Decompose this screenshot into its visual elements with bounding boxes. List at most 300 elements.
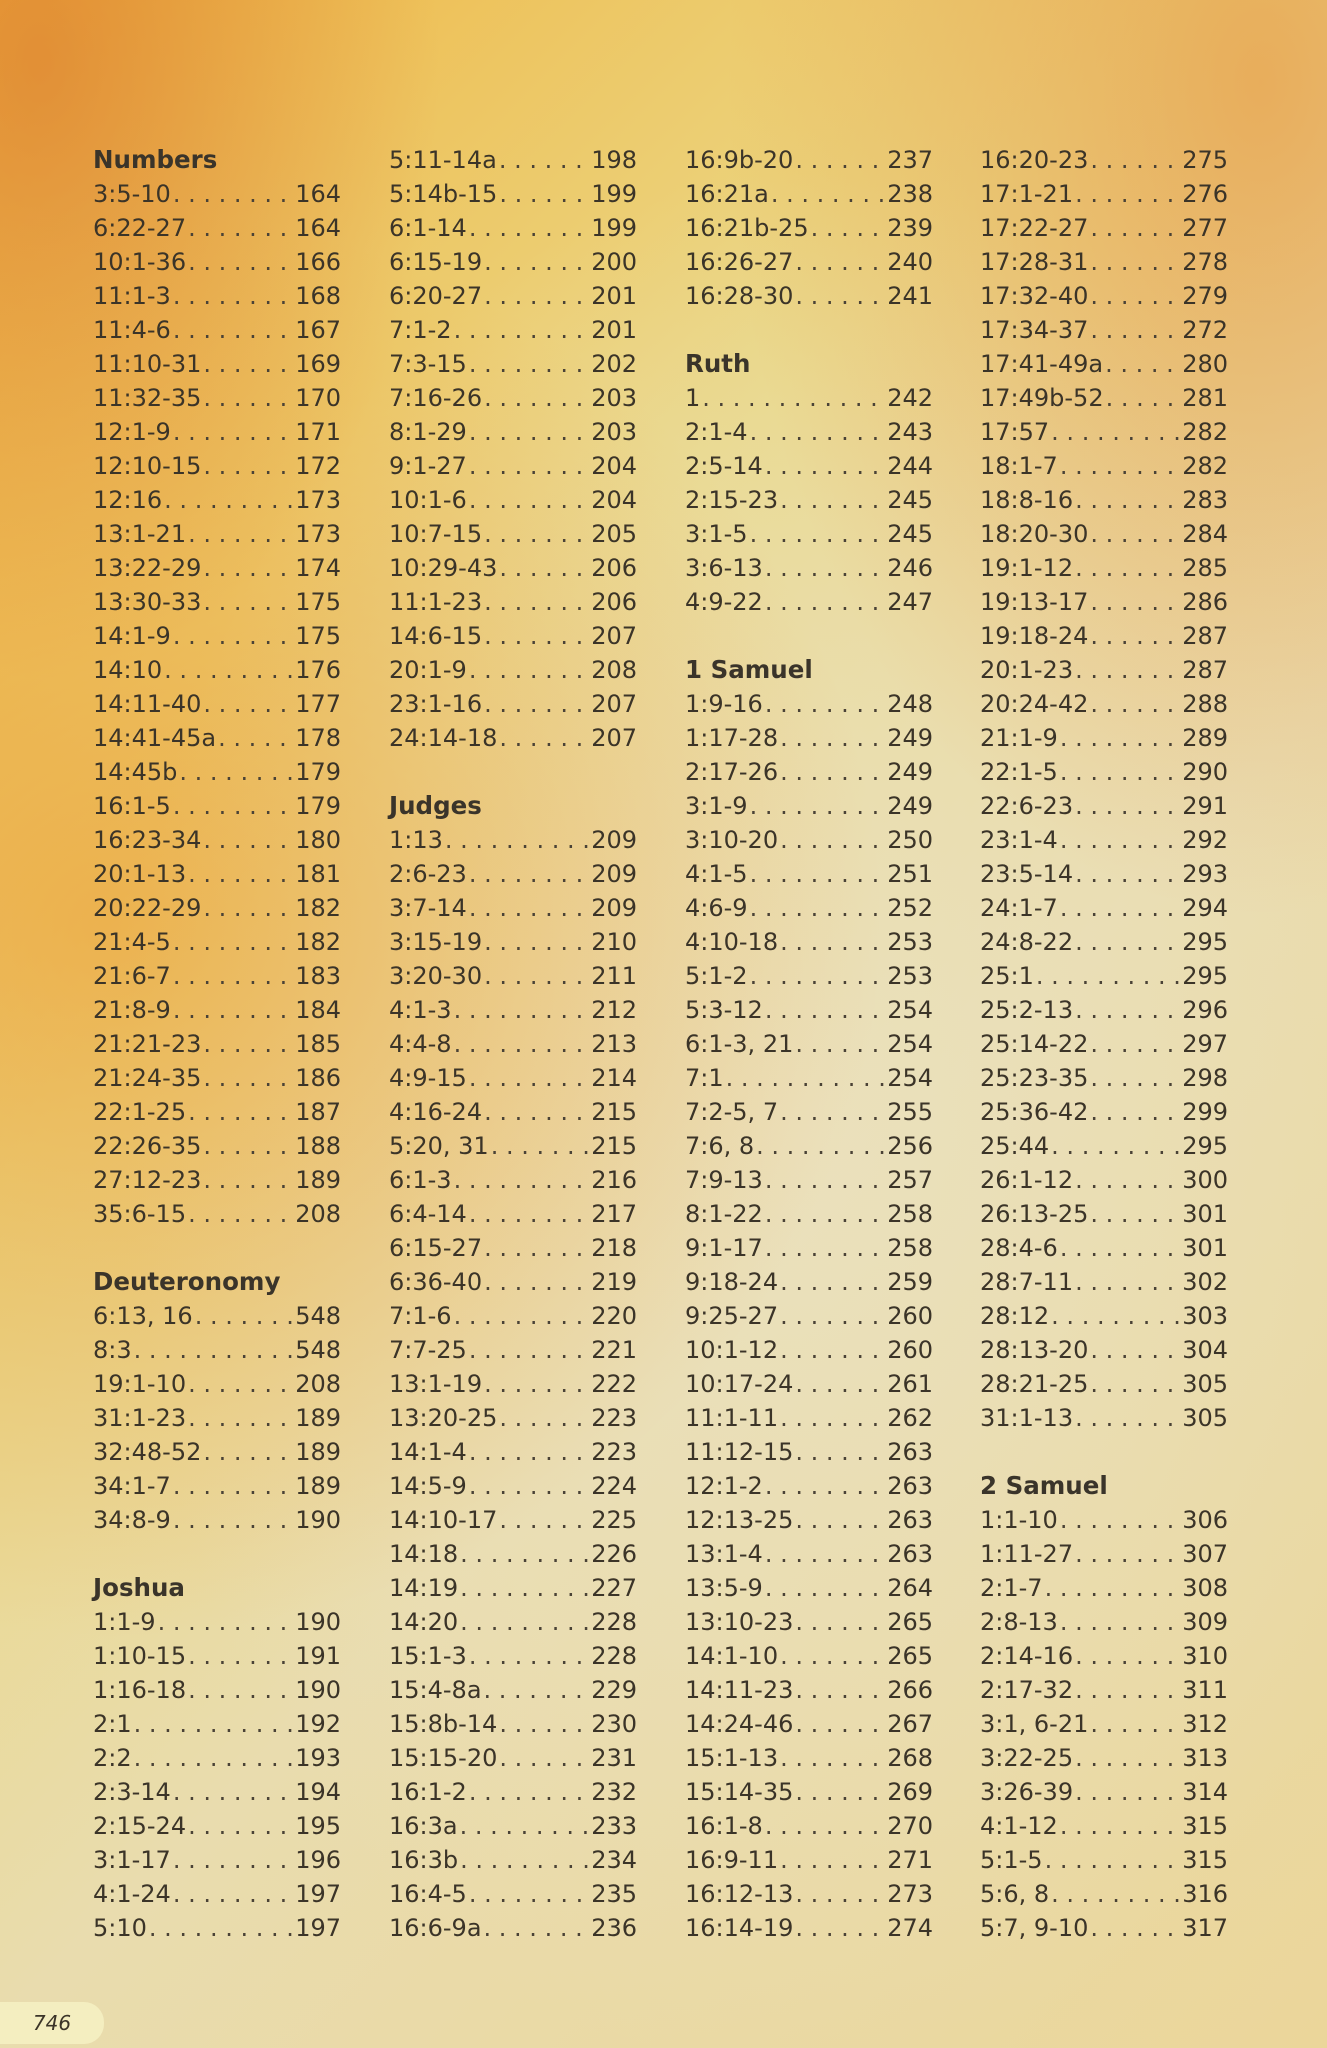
page-number: 261 [887, 1370, 933, 1398]
scripture-reference: 4:1-24 [93, 1880, 171, 1908]
page-number: 548 [295, 1336, 341, 1364]
scripture-reference: 14:18 [389, 1540, 459, 1568]
dot-leader [203, 1061, 293, 1095]
book-heading: 2 Samuel [980, 1471, 1108, 1500]
scripture-reference: 16:28-30 [685, 282, 794, 310]
index-entry [93, 1503, 341, 1537]
index-entry [980, 789, 1228, 823]
scripture-reference: 19:1-12 [980, 554, 1074, 582]
page-number: 288 [1182, 690, 1228, 718]
dot-leader [765, 993, 885, 1027]
index-entry [685, 279, 933, 313]
scripture-reference: 3:1-9 [685, 792, 748, 820]
index-entry [93, 959, 341, 993]
index-entry [389, 551, 637, 585]
index-entry [685, 415, 933, 449]
index-entry [685, 1027, 933, 1061]
page-number: 303 [1182, 1302, 1228, 1330]
scripture-reference: 28:21-25 [980, 1370, 1089, 1398]
dot-leader [765, 1469, 885, 1503]
page-number: 280 [1182, 350, 1228, 378]
scripture-reference: 24:14-18 [389, 724, 498, 752]
scripture-reference: 6:15-19 [389, 248, 483, 276]
scripture-reference: 14:45b [93, 758, 178, 786]
index-entry [93, 1775, 341, 1809]
dot-leader [1090, 687, 1180, 721]
scripture-reference: 2:15-24 [93, 1812, 187, 1840]
scripture-reference: 1 [685, 384, 701, 412]
page-number: 285 [1182, 554, 1228, 582]
dot-leader [1090, 245, 1180, 279]
scripture-reference: 14:1-9 [93, 622, 171, 650]
page-number: 206 [591, 554, 637, 582]
scripture-reference: 13:20-25 [389, 1404, 498, 1432]
scripture-reference: 5:1-2 [685, 962, 748, 990]
scripture-reference: 12:10-15 [93, 452, 202, 480]
index-entry [389, 449, 637, 483]
scripture-reference: 28:7-11 [980, 1268, 1074, 1296]
index-entry [389, 823, 637, 857]
index-entry [980, 823, 1228, 857]
scripture-reference: 20:1-9 [389, 656, 467, 684]
book-heading: Judges [389, 791, 482, 820]
dot-leader [780, 1299, 885, 1333]
page-number: 235 [591, 1880, 637, 1908]
index-entry [389, 1843, 637, 1877]
index-entry [93, 313, 341, 347]
dot-leader [499, 143, 589, 177]
scripture-reference: 12:16 [93, 486, 163, 514]
scripture-reference: 16:26-27 [685, 248, 794, 276]
index-entry [93, 1673, 341, 1707]
dot-leader [469, 1333, 589, 1367]
scripture-reference: 17:41-49a [980, 350, 1104, 378]
scripture-reference: 22:6-23 [980, 792, 1074, 820]
scripture-reference: 21:8-9 [93, 996, 171, 1024]
scripture-reference: 9:1-17 [685, 1234, 763, 1262]
page-number: 223 [591, 1404, 637, 1432]
page-number: 201 [591, 316, 637, 344]
dot-leader [173, 925, 293, 959]
page-number: 265 [887, 1608, 933, 1636]
scripture-reference: 11:4-6 [93, 316, 171, 344]
index-entry [980, 1231, 1228, 1265]
index-entry [389, 687, 637, 721]
page-number: 173 [295, 520, 341, 548]
page-number: 207 [591, 724, 637, 752]
dot-leader [1090, 211, 1180, 245]
dot-leader [1075, 177, 1180, 211]
page-number: 315 [1182, 1846, 1228, 1874]
scripture-reference: 2:1-7 [980, 1574, 1043, 1602]
page-number: 260 [887, 1336, 933, 1364]
scripture-reference: 18:8-16 [980, 486, 1074, 514]
dot-leader [765, 1537, 885, 1571]
dot-leader [484, 1911, 590, 1945]
index-entry [93, 1197, 341, 1231]
dot-leader [1090, 313, 1180, 347]
scripture-reference: 14:1-4 [389, 1438, 467, 1466]
index-entry [980, 1571, 1228, 1605]
dot-leader [203, 687, 293, 721]
dot-leader [1075, 993, 1180, 1027]
index-entry [93, 653, 341, 687]
page-number: 295 [1182, 1132, 1228, 1160]
index-entry [93, 1333, 341, 1367]
dot-leader [1090, 143, 1180, 177]
index-entry [93, 1911, 341, 1945]
dot-leader [484, 517, 589, 551]
index-entry [980, 925, 1228, 959]
book-heading: Deuteronomy [93, 1267, 281, 1296]
index-entry [980, 891, 1228, 925]
dot-leader [1090, 619, 1180, 653]
scripture-reference: 13:1-4 [685, 1540, 763, 1568]
scripture-reference: 4:9-15 [389, 1064, 467, 1092]
scripture-reference: 7:9-13 [685, 1166, 763, 1194]
page-number: 260 [887, 1302, 933, 1330]
page-number: 194 [295, 1778, 341, 1806]
index-entry [389, 245, 637, 279]
dot-leader [1060, 1605, 1180, 1639]
dot-leader [1106, 381, 1181, 415]
index-entry [980, 585, 1228, 619]
scripture-reference: 11:32-35 [93, 384, 202, 412]
scripture-reference: 20:1-23 [980, 656, 1074, 684]
page-number: 215 [591, 1132, 637, 1160]
page-number: 197 [295, 1914, 341, 1942]
index-entry [389, 211, 637, 245]
dot-leader [164, 653, 293, 687]
dot-leader [188, 1639, 293, 1673]
page-number: 232 [591, 1778, 637, 1806]
scripture-reference: 21:4-5 [93, 928, 171, 956]
index-entry [93, 1741, 341, 1775]
dot-leader [499, 1741, 589, 1775]
scripture-reference: 14:19 [389, 1574, 459, 1602]
page-number: 249 [887, 724, 933, 752]
index-entry [389, 347, 637, 381]
scripture-reference: 14:10 [93, 656, 163, 684]
dot-leader [454, 313, 590, 347]
scripture-reference: 14:20 [389, 1608, 459, 1636]
index-entry [685, 1231, 933, 1265]
scripture-reference: 16:12-13 [685, 1880, 794, 1908]
scripture-reference: 16:4-5 [389, 1880, 467, 1908]
scripture-reference: 1:9-16 [685, 690, 763, 718]
dot-leader [1090, 585, 1180, 619]
dot-leader [469, 1877, 589, 1911]
dot-leader [499, 1503, 589, 1537]
dot-leader [1075, 789, 1180, 823]
dot-leader [469, 449, 589, 483]
dot-leader [469, 415, 589, 449]
page-number: 188 [295, 1132, 341, 1160]
dot-leader [780, 1401, 885, 1435]
index-entry [93, 585, 341, 619]
page-number: 301 [1182, 1234, 1228, 1262]
scripture-reference: 11:1-3 [93, 282, 171, 310]
dot-leader [1075, 1163, 1180, 1197]
dot-leader [469, 1639, 589, 1673]
scripture-reference: 2:1 [93, 1710, 132, 1738]
page-number: 210 [591, 928, 637, 956]
dot-leader [1060, 755, 1180, 789]
book-heading: Ruth [685, 349, 751, 378]
index-column-2 [389, 143, 637, 1945]
page-number: 229 [591, 1676, 637, 1704]
dot-leader [134, 1707, 294, 1741]
index-entry [389, 653, 637, 687]
page-number: 185 [295, 1030, 341, 1058]
scripture-reference: 10:7-15 [389, 520, 483, 548]
scripture-reference: 16:1-8 [685, 1812, 763, 1840]
dot-leader [1075, 1741, 1180, 1775]
dot-leader [1075, 551, 1180, 585]
dot-leader [1045, 1571, 1181, 1605]
index-entry [685, 1707, 933, 1741]
index-entry [389, 177, 637, 211]
page-number: 200 [591, 248, 637, 276]
scripture-reference: 21:24-35 [93, 1064, 202, 1092]
scripture-reference: 25:23-35 [980, 1064, 1089, 1092]
scripture-reference: 26:13-25 [980, 1200, 1089, 1228]
index-entry [685, 721, 933, 755]
dot-leader [795, 1367, 885, 1401]
scripture-reference: 4:6-9 [685, 894, 748, 922]
index-entry [980, 279, 1228, 313]
index-entry [93, 619, 341, 653]
page-number: 249 [887, 792, 933, 820]
index-entry [93, 211, 341, 245]
page-number: 169 [295, 350, 341, 378]
dot-leader [795, 1605, 885, 1639]
dot-leader [173, 1469, 293, 1503]
page-number: 265 [887, 1642, 933, 1670]
dot-leader [1075, 1537, 1180, 1571]
index-column-1 [93, 143, 341, 1945]
index-entry [685, 483, 933, 517]
page-number: 193 [295, 1744, 341, 1772]
index-entry [93, 721, 341, 755]
scripture-reference: 6:4-14 [389, 1200, 467, 1228]
page-number: 166 [295, 248, 341, 276]
scripture-reference: 22:1-5 [980, 758, 1058, 786]
index-entry [93, 1639, 341, 1673]
dot-leader [1105, 347, 1180, 381]
index-entry [685, 1095, 933, 1129]
dot-leader [203, 823, 293, 857]
index-entry [685, 1673, 933, 1707]
page-number: 196 [295, 1846, 341, 1874]
page-number: 206 [591, 588, 637, 616]
dot-leader [491, 1129, 589, 1163]
page-number: 315 [1182, 1812, 1228, 1840]
index-entry [389, 1707, 637, 1741]
dot-leader [188, 1197, 293, 1231]
page-number: 216 [591, 1166, 637, 1194]
index-entry [685, 551, 933, 585]
dot-leader [1060, 891, 1180, 925]
scripture-reference: 3:5-10 [93, 180, 171, 208]
index-entry [980, 1741, 1228, 1775]
scripture-reference: 3:10-20 [685, 826, 779, 854]
page-number: 208 [295, 1200, 341, 1228]
dot-leader [780, 755, 885, 789]
page-number: 179 [295, 792, 341, 820]
index-entry [685, 1843, 933, 1877]
dot-leader [1090, 1333, 1180, 1367]
page-number: 287 [1182, 656, 1228, 684]
scripture-reference: 12:1-9 [93, 418, 171, 446]
index-entry [389, 1469, 637, 1503]
scripture-reference: 10:17-24 [685, 1370, 794, 1398]
dot-leader [1060, 1231, 1180, 1265]
dot-leader [765, 585, 885, 619]
dot-leader [188, 1095, 293, 1129]
dot-leader [173, 619, 293, 653]
dot-leader [484, 381, 589, 415]
page-number: 250 [887, 826, 933, 854]
scripture-reference: 1:13 [389, 826, 443, 854]
dot-leader [780, 1843, 885, 1877]
scripture-reference: 21:1-9 [980, 724, 1058, 752]
index-entry [980, 245, 1228, 279]
index-entry [389, 1299, 637, 1333]
scripture-reference: 4:1-12 [980, 1812, 1058, 1840]
page-number: 218 [591, 1234, 637, 1262]
scripture-reference: 6:20-27 [389, 282, 483, 310]
scripture-reference: 7:2-5, 7 [685, 1098, 779, 1126]
scripture-reference: 3:6-13 [685, 554, 763, 582]
dot-leader [1075, 1401, 1180, 1435]
index-entry [93, 1435, 341, 1469]
page-number: 208 [591, 656, 637, 684]
scripture-reference: 16:23-34 [93, 826, 202, 854]
page-number: 190 [295, 1608, 341, 1636]
index-entry [389, 313, 637, 347]
dot-leader [780, 1333, 885, 1367]
page-number: 255 [887, 1098, 933, 1126]
page-number: 181 [295, 860, 341, 888]
index-entry [93, 1843, 341, 1877]
page-number: 189 [295, 1404, 341, 1432]
index-entry [93, 483, 341, 517]
page-number: 215 [591, 1098, 637, 1126]
scripture-reference: 2:3-14 [93, 1778, 171, 1806]
index-entry [93, 925, 341, 959]
dot-leader [780, 925, 885, 959]
page-number: 240 [887, 248, 933, 276]
index-entry [93, 1027, 341, 1061]
scripture-reference: 1:17-28 [685, 724, 779, 752]
scripture-reference: 1:11-27 [980, 1540, 1074, 1568]
dot-leader [484, 279, 589, 313]
scripture-reference: 13:30-33 [93, 588, 202, 616]
index-entry [980, 1503, 1228, 1537]
page-number: 312 [1182, 1710, 1228, 1738]
page-number: 237 [887, 146, 933, 174]
page-number: 175 [295, 588, 341, 616]
dot-leader [726, 1061, 886, 1095]
page-number: 231 [591, 1744, 637, 1772]
index-entry [389, 279, 637, 313]
index-entry [980, 993, 1228, 1027]
dot-leader [203, 347, 293, 381]
page-number: 167 [295, 316, 341, 344]
index-entry [389, 1639, 637, 1673]
scripture-reference: 16:21b-25 [685, 214, 809, 242]
page-number: 179 [295, 758, 341, 786]
dot-leader [750, 857, 886, 891]
page-number: 168 [295, 282, 341, 310]
dot-leader [188, 1401, 293, 1435]
dot-leader [484, 1095, 589, 1129]
dot-leader [188, 1673, 293, 1707]
scripture-reference: 6:1-3 [389, 1166, 452, 1194]
scripture-reference: 15:1-3 [389, 1642, 467, 1670]
page-number: 213 [591, 1030, 637, 1058]
index-entry [685, 1367, 933, 1401]
dot-leader [771, 177, 885, 211]
index-entry [980, 143, 1228, 177]
scripture-reference: 20:1-13 [93, 860, 187, 888]
scripture-reference: 8:3 [93, 1336, 132, 1364]
dot-leader [1036, 959, 1180, 993]
scripture-reference: 6:1-3, 21 [685, 1030, 794, 1058]
dot-leader [1090, 1911, 1180, 1945]
dot-leader [203, 449, 293, 483]
scripture-reference: 15:1-13 [685, 1744, 779, 1772]
dot-leader [1090, 1707, 1180, 1741]
page-number: 247 [887, 588, 933, 616]
page-number: 248 [887, 690, 933, 718]
dot-leader [780, 483, 885, 517]
dot-leader [203, 1435, 293, 1469]
dot-leader [173, 177, 293, 211]
page-number: 317 [1182, 1914, 1228, 1942]
scripture-reference: 1:1-10 [980, 1506, 1058, 1534]
dot-leader [460, 1537, 589, 1571]
scripture-reference: 4:9-22 [685, 588, 763, 616]
dot-leader [780, 823, 885, 857]
page-number: 283 [1182, 486, 1228, 514]
index-entry [93, 381, 341, 415]
index-entry [389, 1911, 637, 1945]
scripture-reference: 2:17-26 [685, 758, 779, 786]
dot-leader [1075, 1265, 1180, 1299]
scripture-reference: 6:1-14 [389, 214, 467, 242]
page-number: 258 [887, 1234, 933, 1262]
page-number: 174 [295, 554, 341, 582]
page-number: 217 [591, 1200, 637, 1228]
index-entry [93, 891, 341, 925]
scripture-reference: 7:6, 8 [685, 1132, 755, 1160]
scripture-reference: 15:8b-14 [389, 1710, 498, 1738]
index-entry [980, 1673, 1228, 1707]
scripture-reference: 11:1-23 [389, 588, 483, 616]
dot-leader [188, 1367, 293, 1401]
page-number: 201 [591, 282, 637, 310]
page-number: 170 [295, 384, 341, 412]
page-number: 263 [887, 1506, 933, 1534]
dot-leader [795, 1027, 885, 1061]
scripture-reference: 25:14-22 [980, 1030, 1089, 1058]
page-number: 173 [295, 486, 341, 514]
page-number: 291 [1182, 792, 1228, 820]
index-entry [93, 1877, 341, 1911]
index-entry [685, 211, 933, 245]
